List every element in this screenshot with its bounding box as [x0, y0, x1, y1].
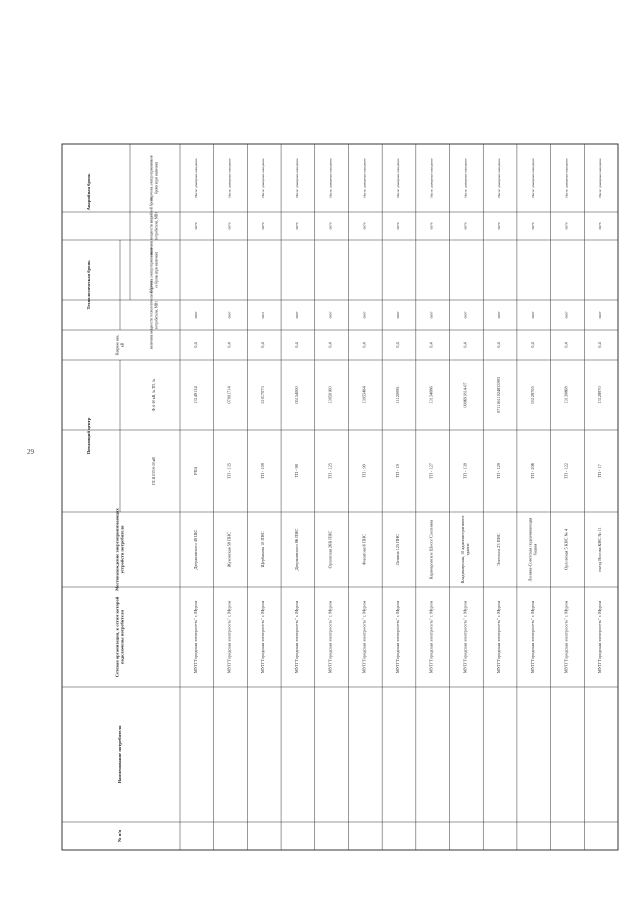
table-row	[260, 158, 266, 673]
cell-feeder: 000691814-07	[462, 382, 468, 408]
table-row	[227, 158, 233, 673]
cell-emerg-list: Насос дожорные ожидание	[497, 158, 502, 198]
cell-network: МУП"Городская электросеть" г. Муром	[395, 600, 400, 674]
cell-location: Орловская 26В ПНС	[327, 530, 333, 569]
cell-emerg-list: Насос дожорные ожидание	[564, 158, 569, 198]
cell-network: МУП"Городская электросеть" г. Муром	[496, 600, 502, 674]
cell-tech-value: 0007	[463, 311, 468, 319]
cell-voltage: 0,4	[260, 342, 266, 348]
cell-feeder: 13055484	[361, 386, 367, 404]
table-row	[496, 158, 502, 673]
header-location: Местонахождение энергопринимающихустройств потребителя	[114, 508, 125, 591]
header-power-center: Питающий центр	[86, 417, 91, 455]
cell-emerg-list: Насос дожорные ожидание	[463, 158, 468, 198]
cell-ps: ТП - 122	[563, 463, 569, 479]
table-header	[86, 155, 160, 842]
cell-emerg-value: 0076	[261, 222, 266, 230]
cell-emerg-value: 0076	[463, 222, 468, 230]
header-emerg-reserve: Аварийная бронь	[86, 173, 91, 211]
cell-feeder: 51017073	[260, 386, 266, 404]
header-tech-list: перечень электроприемниковее бронь (при наличии)	[149, 247, 159, 293]
table-row	[527, 158, 537, 673]
cell-ps: ТП - 19	[395, 464, 400, 478]
cell-feeder: 13134086	[428, 386, 434, 404]
cell-emerg-value: 0076	[294, 222, 299, 230]
cell-emerg-value: 0076	[227, 222, 232, 230]
cell-feeder: 13130868	[563, 386, 569, 404]
cell-emerg-list: Насос дожорные ожидание	[598, 158, 603, 198]
cell-emerg-list: Насос дожорные ожидание	[530, 158, 535, 198]
cell-voltage: 0,4	[293, 342, 299, 348]
cell-tech-value: 0007	[362, 311, 367, 319]
table-body	[193, 158, 603, 673]
header-ps-sub: ПС110/35/6-10 кВ	[152, 457, 156, 485]
cell-emerg-list: Насос дожорные ожидание	[429, 158, 434, 198]
cell-feeder: 05154000	[293, 386, 299, 404]
cell-emerg-value: 0076	[564, 222, 569, 230]
table-row	[460, 158, 470, 673]
cell-emerg-value: 0076	[396, 222, 400, 230]
cell-network: МУП"Городская электросеть" г. Муром	[192, 600, 198, 674]
cell-ps: ТП - 109	[260, 463, 266, 479]
cell-tech-value: 0007	[497, 311, 502, 319]
table-row	[328, 158, 334, 673]
table-row	[193, 158, 199, 673]
cell-ps: РП4	[192, 467, 198, 475]
cell-emerg-list: Насос дожорные ожидание	[396, 158, 400, 198]
cell-tech-value: 0007	[396, 311, 400, 319]
cell-voltage: 0,4	[597, 342, 603, 348]
cell-emerg-list: Насос дожорные ожидание	[261, 158, 266, 198]
cell-feeder: 11120095	[395, 386, 400, 404]
cell-location: Карачаровское Шоссе Слепнина	[428, 519, 434, 580]
cell-feeder: 13149134	[192, 386, 198, 404]
cell-tech-value: 0007	[328, 311, 333, 319]
cell-feeder: 03128705	[529, 386, 535, 404]
cell-emerg-list: Насос дожорные ожидание	[227, 158, 232, 198]
cell-emerg-value: 0076	[429, 222, 434, 230]
cell-ps: ТП - 99	[361, 464, 367, 478]
cell-emerg-value: 0076	[193, 222, 198, 230]
cell-feeder: 13128970	[597, 386, 603, 404]
cell-emerg-value: 0076	[530, 222, 535, 230]
cell-ps: ТП - 135	[226, 463, 232, 479]
cell-emerg-value: 0076	[362, 222, 367, 230]
header-consumer-name: Наименование потребителя	[117, 725, 122, 784]
cell-voltage: 0,4	[327, 342, 333, 348]
cell-location: Жуковская 58 ПНС	[226, 531, 232, 568]
header-tech-reserve: Технологическая бронь	[86, 260, 91, 310]
cell-location: Ленина 125 ПНС	[395, 533, 400, 566]
cell-ps: ТП - 129	[496, 463, 502, 479]
table-row	[294, 158, 300, 673]
table-row	[597, 158, 603, 673]
cell-network: МУП"Городская электросеть" г. Муром	[361, 600, 367, 674]
cell-emerg-list: Насос дожорные ожидание	[362, 158, 367, 198]
header-network-org: Сетевая организация, к сетям которойподключены потребители	[114, 596, 125, 678]
cell-emerg-list: Насос дожорные ожидание	[294, 158, 299, 198]
cell-network: МУП"Городская электросеть" г. Муром	[226, 600, 232, 674]
cell-network: МУП"Городская электросеть" г. Муром	[428, 600, 434, 674]
header-num: № п/п	[117, 829, 122, 843]
cell-emerg-list: Насос дожорные ожидание	[193, 158, 198, 198]
cell-ps: ТП - 139	[462, 463, 468, 479]
table-frame	[62, 144, 618, 850]
cell-location: Ленина-Советская подкачивающаябашня	[527, 517, 538, 582]
cell-voltage: 0,4	[462, 342, 468, 348]
header-voltage: Напряже ние,кВ	[115, 334, 125, 356]
cell-network: МУП"Городская электросеть" г. Муром	[260, 600, 266, 674]
cell-feeder: 13050160	[327, 386, 333, 404]
cell-voltage: 0,4	[529, 342, 535, 348]
header-emerg-value: величина мощности аварийной бронипотребителя, МВт	[149, 196, 159, 256]
cell-tech-value: 0007	[193, 311, 198, 319]
cell-tech-value: 0007	[530, 311, 535, 319]
cell-location: Щербакова 10 ПНС	[260, 531, 266, 568]
cell-voltage: 0,4	[563, 342, 569, 348]
cell-tech-value: 0007	[429, 311, 434, 319]
cell-tech-value: 0007	[227, 311, 232, 319]
table-row	[361, 158, 367, 673]
cell-emerg-value: 0076	[497, 222, 502, 230]
cell-network: МУП"Городская электросеть" г. Муром	[293, 600, 299, 674]
cell-location: Дзержинского 49 ШС	[192, 529, 198, 570]
table-grid	[62, 144, 618, 850]
cell-feeder: 07111611024833993	[496, 376, 502, 414]
cell-ps: ТП - 17	[597, 464, 603, 478]
table-row	[563, 158, 569, 673]
cell-emerg-value: 0076	[598, 222, 603, 230]
cell-network: МУП"Городская электросеть" г. Муром	[563, 600, 569, 674]
header-tech-value: величина мощности технологической бронипотребителя, МВт	[149, 281, 159, 349]
cell-location: Дзержинского 86 ПНС	[293, 528, 299, 571]
cell-voltage: 0,4	[361, 342, 367, 348]
cell-location: Владимирская, 10 административноездание	[459, 515, 470, 584]
cell-feeder: 07001714	[226, 386, 232, 404]
cell-voltage: 0,4	[226, 342, 232, 348]
cell-voltage: 0,4	[428, 342, 434, 348]
page-number: 29	[27, 448, 34, 456]
cell-location: съезд Носова КНС № 11	[597, 527, 603, 572]
cell-tech-value: 0007	[564, 311, 569, 319]
table-row	[395, 158, 401, 673]
table-row	[429, 158, 435, 673]
cell-network: МУП"Городская электросеть" г. Муром	[529, 600, 535, 674]
cell-voltage: 0,4	[192, 342, 198, 348]
cell-voltage: 0,4	[496, 342, 502, 348]
cell-network: МУП"Городская электросеть" г. Муром	[327, 600, 333, 674]
cell-ps: ТП - 127	[428, 463, 434, 479]
header-feeder-sub: Ф. 6-10 кВ, № ТП, №	[152, 378, 156, 412]
cell-emerg-list: Насос дожорные ожидание	[328, 158, 333, 198]
cell-ps: ТП - 98	[293, 464, 299, 478]
cell-emerg-value: 0076	[328, 222, 333, 230]
header-emerg-list: перечень электроприемниковброни (при наличии)	[149, 155, 159, 201]
cell-network: МУП"Городская электросеть" г. Муром	[597, 600, 603, 674]
cell-voltage: 0,4	[395, 342, 400, 348]
cell-tech-value: 0021	[261, 311, 266, 319]
cell-ps: ТП - 125	[327, 463, 333, 479]
cell-location: Энгельса 23 ПНС	[496, 533, 502, 566]
cell-ps: ТП - 206	[529, 463, 535, 479]
cell-tech-value: 0007	[294, 311, 299, 319]
cell-tech-value: 0007	[598, 311, 603, 319]
cell-location: Филатова 6 ПНС	[361, 534, 367, 565]
cell-location: Орловская 5 КНС № 4	[563, 529, 569, 570]
rotated-reserve-table	[60, 142, 620, 852]
cell-network: МУП"Городская электросеть" г. Муром	[462, 600, 468, 674]
